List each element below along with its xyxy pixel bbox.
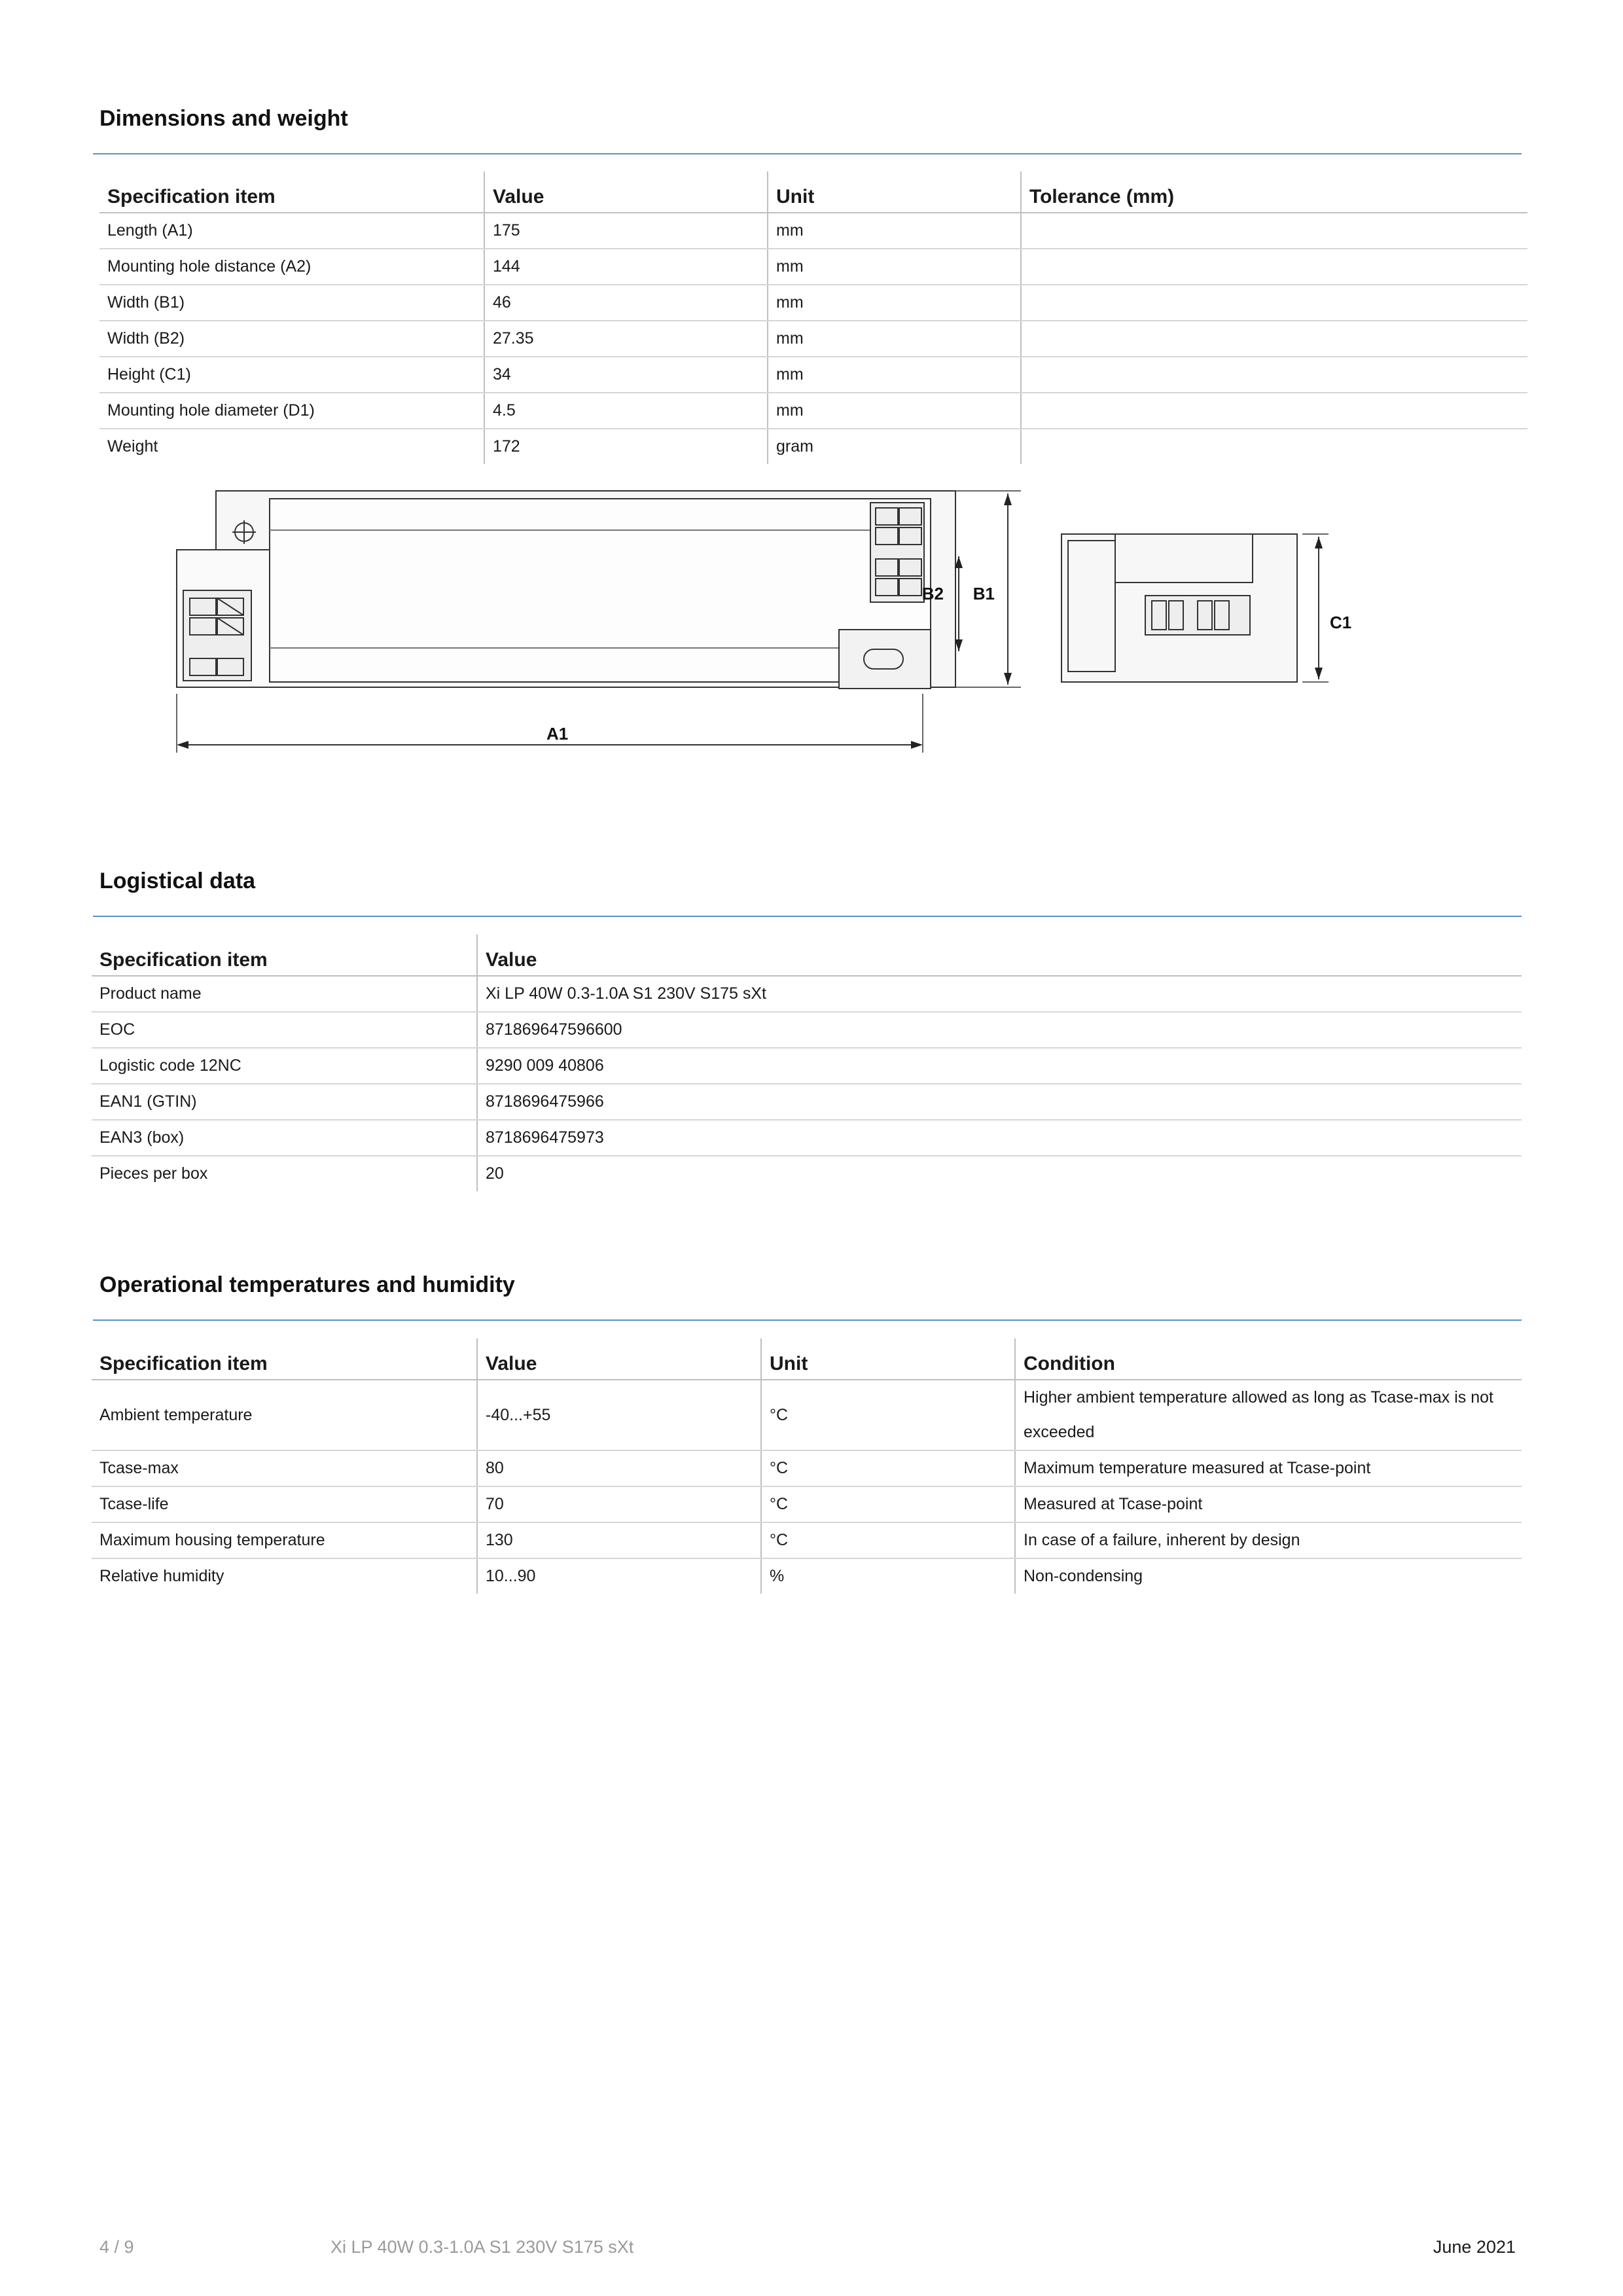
table-cell: Width (B1) xyxy=(99,285,484,321)
table-cell: Maximum temperature measured at Tcase-point xyxy=(1015,1450,1522,1486)
column-header: Specification item xyxy=(92,935,477,976)
table-cell: -40...+55 xyxy=(477,1380,761,1450)
table-cell: Maximum housing temperature xyxy=(92,1522,477,1558)
footer-product-name: Xi LP 40W 0.3-1.0A S1 230V S175 sXt xyxy=(330,2237,634,2257)
section-rule xyxy=(93,153,1522,154)
column-header: Value xyxy=(477,935,1522,976)
table-cell: °C xyxy=(761,1486,1015,1522)
table-cell: 172 xyxy=(484,429,768,464)
table-cell: 34 xyxy=(484,357,768,393)
label-a1: A1 xyxy=(546,724,569,744)
operational-table xyxy=(92,1338,1522,1594)
column-header: Tolerance (mm) xyxy=(1021,171,1527,213)
table-row xyxy=(99,249,1527,285)
section-title-logistical: Logistical data xyxy=(99,869,256,893)
table-cell xyxy=(1021,357,1527,393)
table-cell: mm xyxy=(768,213,1021,249)
table-row xyxy=(92,976,1522,1012)
table-row xyxy=(92,1380,1522,1450)
section-title-dimensions: Dimensions and weight xyxy=(99,106,348,131)
column-header: Unit xyxy=(761,1338,1015,1380)
column-header: Condition xyxy=(1015,1338,1522,1380)
table-cell: 4.5 xyxy=(484,393,768,429)
table-cell: EAN1 (GTIN) xyxy=(92,1084,477,1120)
table-cell: 46 xyxy=(484,285,768,321)
table-cell: mm xyxy=(768,321,1021,357)
table-cell: Ambient temperature xyxy=(92,1380,477,1450)
table-cell: 80 xyxy=(477,1450,761,1486)
table-row xyxy=(92,1486,1522,1522)
table-cell: 9290 009 40806 xyxy=(477,1048,1522,1084)
label-b1: B1 xyxy=(972,584,995,603)
table-cell: mm xyxy=(768,249,1021,285)
column-header: Specification item xyxy=(92,1338,477,1380)
table-cell: Pieces per box xyxy=(99,1164,208,1183)
table-row xyxy=(92,1048,1522,1084)
table-cell: 144 xyxy=(484,249,768,285)
table-cell: Xi LP 40W 0.3-1.0A S1 230V S175 sXt xyxy=(477,976,1522,1012)
table-row xyxy=(99,393,1527,429)
table-row xyxy=(92,1522,1522,1558)
table-cell: In case of a failure, inherent by design xyxy=(1015,1522,1522,1558)
table-cell: Logistic code 12NC xyxy=(92,1048,477,1084)
table-cell xyxy=(1021,249,1527,285)
label-c1: C1 xyxy=(1330,613,1352,632)
table-cell: Tcase-max xyxy=(92,1450,477,1486)
table-cell: °C xyxy=(761,1450,1015,1486)
table-row xyxy=(92,1120,1522,1156)
column-header: Specification item xyxy=(99,171,484,213)
table-cell: EAN3 (box) xyxy=(92,1120,477,1156)
table-cell: Mounting hole diameter (D1) xyxy=(99,393,484,429)
table-cell xyxy=(1021,321,1527,357)
table-cell: 70 xyxy=(477,1486,761,1522)
table-cell xyxy=(1021,393,1527,429)
table-cell: Product name xyxy=(92,976,477,1012)
table-cell: mm xyxy=(768,393,1021,429)
column-header: Value xyxy=(484,171,768,213)
table-cell: Mounting hole distance (A2) xyxy=(99,249,484,285)
footer-date: June 2021 xyxy=(1433,2237,1516,2257)
column-header: Unit xyxy=(768,171,1021,213)
table-cell: 10...90 xyxy=(477,1558,761,1594)
table-row xyxy=(99,429,1527,464)
table-cell: 27.35 xyxy=(484,321,768,357)
section-title-operational: Operational temperatures and humidity xyxy=(99,1272,515,1297)
table-row xyxy=(99,285,1527,321)
table-row xyxy=(92,1558,1522,1594)
table-row xyxy=(99,321,1527,357)
table-cell: 8718696475973 xyxy=(477,1120,1522,1156)
dimension-drawing xyxy=(177,491,1352,759)
table-row xyxy=(92,1156,1522,1191)
dimensions-table xyxy=(99,171,1527,464)
table-cell: Tcase-life xyxy=(92,1486,477,1522)
table-row xyxy=(92,1084,1522,1120)
label-b2: B2 xyxy=(921,584,944,603)
table-cell xyxy=(1021,429,1527,464)
table-cell: Measured at Tcase-point xyxy=(1015,1486,1522,1522)
table-cell: % xyxy=(761,1558,1015,1594)
table-cell: mm xyxy=(768,285,1021,321)
table-cell: Higher ambient temperature allowed as long as Tcase-max is not exceeded xyxy=(1015,1380,1522,1450)
table-cell: 8718696475966 xyxy=(477,1084,1522,1120)
table-row xyxy=(99,213,1527,249)
logistical-table xyxy=(92,935,1522,1191)
table-cell: Length (A1) xyxy=(99,213,484,249)
table-cell: Height (C1) xyxy=(99,357,484,393)
table-cell: 130 xyxy=(477,1522,761,1558)
column-header: Value xyxy=(477,1338,761,1380)
table-cell: mm xyxy=(768,357,1021,393)
table-cell: °C xyxy=(761,1522,1015,1558)
table-cell: 871869647596600 xyxy=(477,1012,1522,1048)
table-cell: °C xyxy=(761,1380,1015,1450)
section-rule xyxy=(93,916,1522,917)
table-cell: 175 xyxy=(484,213,768,249)
table-cell: gram xyxy=(768,429,1021,464)
footer-page-number: 4 / 9 xyxy=(99,2237,134,2257)
table-row xyxy=(92,1012,1522,1048)
table-cell: Non-condensing xyxy=(1015,1558,1522,1594)
table-cell xyxy=(1021,213,1527,249)
table-cell: Relative humidity xyxy=(99,1567,224,1585)
table-row xyxy=(99,357,1527,393)
table-cell: Weight xyxy=(107,437,158,456)
table-cell: Width (B2) xyxy=(99,321,484,357)
table-cell: EOC xyxy=(92,1012,477,1048)
section-rule xyxy=(93,1319,1522,1321)
table-cell: 20 xyxy=(477,1156,1522,1191)
table-cell xyxy=(1021,285,1527,321)
table-row xyxy=(92,1450,1522,1486)
